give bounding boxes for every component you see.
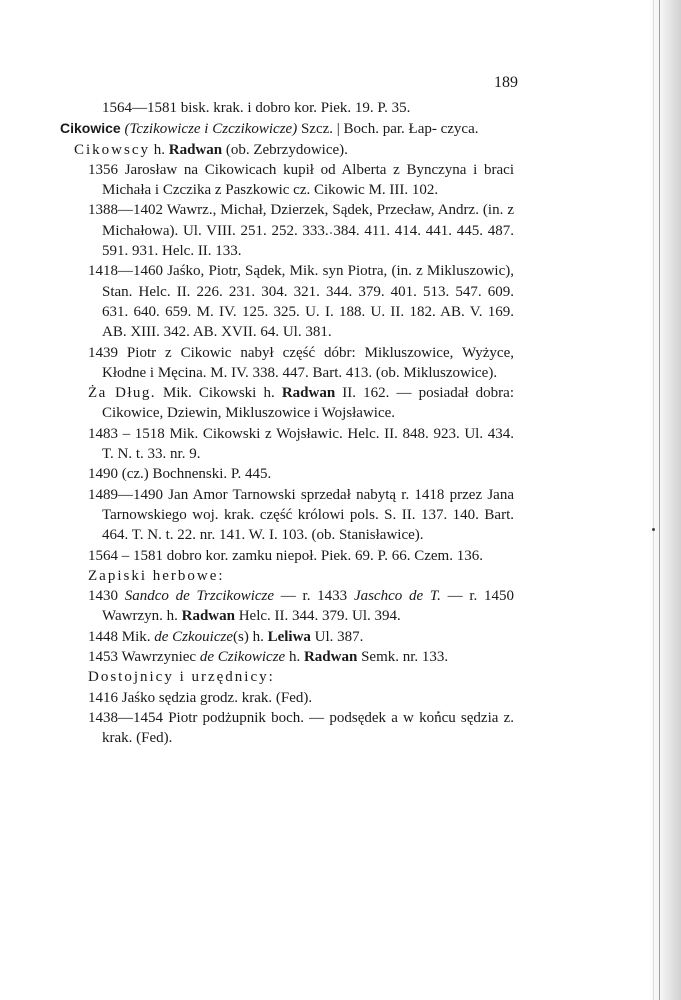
entry-cikowice <box>60 118 514 139</box>
entry-cikowscy <box>60 140 514 160</box>
bold-text: Radwan <box>181 608 235 625</box>
entry-line: 1564—1581 bisk. krak. i dobro kor. Piek. 19. P. 35. <box>102 100 411 116</box>
entry-zadlug <box>60 383 514 424</box>
page-number: 189 <box>494 74 518 91</box>
document-body <box>60 98 514 749</box>
italic-text: de Czkouicze <box>154 628 233 645</box>
entry-1418: 1418—1460 Jaśko, Piotr, Sądek, Mik. syn Piotra, (in. z Mikluszowic), Stan. Helc. II. 226. 231. 304. 321. 344. 379. 401. 513. 547. 609. 631. 640. 659. M. IV. 125. 325. U. I. 188. U. II. 182. AB. V. 169. AB. XIII. 342. AB. XVII. 64. Ul. 381. <box>88 263 514 341</box>
bold-text: Radwan <box>168 141 223 158</box>
section-heading: Dostojnicy i urzędnicy: <box>88 669 275 686</box>
bold-text: Radwan <box>281 385 336 402</box>
entry-1490: 1490 (cz.) Bochnenski. P. 445. <box>88 466 272 483</box>
section-zapiski-herbowe <box>60 566 514 586</box>
entry-text: Helc. II. 344. 379. Ul. 394. <box>234 608 401 625</box>
entry-1356: 1356 Jarosław na Cikowicach kupił od Alberta z Bynczyna i braci Michała i Czczika z Paszkowic cz. Cikowic M. III. 102. <box>88 161 514 199</box>
head-word: Cikowice <box>60 120 121 137</box>
italic-text: de Czikowicze <box>199 649 286 666</box>
entry-1438: 1438—1454 Piotr podżupnik boch. — podsędek a w końcu sędzia z. krak. (Fed). <box>88 709 514 747</box>
entry-text: Mik. Cikowski h. <box>155 385 282 402</box>
bold-text: Leliwa <box>267 628 311 645</box>
italic-text: Sandco de Trzcikowicze <box>124 588 275 605</box>
entry-text: Szcz. | Boch. par. Łap- <box>297 121 437 138</box>
entry-text: 1453 Wawrzyniec <box>88 649 200 666</box>
italic-text: Jaschco de T. <box>353 588 441 605</box>
entry-text: II. 162. — posiadał dobra: Cikowice, Dziewin, Mikluszowice i Wojsławice. <box>102 385 514 422</box>
entry-1453 <box>60 647 514 667</box>
section-heading: Zapiski herbowe: <box>88 567 225 584</box>
bold-text: Radwan <box>303 649 358 666</box>
entry-text: — r. 1433 <box>274 588 354 605</box>
italic-text: (Tczikowicze i Czczikowicze) <box>124 121 298 138</box>
entry-text: Ul. 387. <box>310 628 364 645</box>
entry-text: czyca. <box>440 121 479 138</box>
entry-1564: 1564 – 1581 dobro kor. zamku niepoł. Piek. 69. P. 66. Czem. 136. <box>88 547 483 564</box>
entry-text: h. <box>150 141 169 158</box>
entry-text: 1430 <box>88 588 125 605</box>
entry-text: Semk. nr. 133. <box>357 649 449 666</box>
page-edge-line <box>659 0 660 1000</box>
entry-1430 <box>60 586 514 627</box>
spaced-heading: Cikowscy <box>74 141 150 158</box>
entry-text: 1448 Mik. <box>88 628 155 645</box>
entry-text: — r. 1450 Wawrzyn. h. <box>102 588 515 625</box>
section-dostojnicy <box>60 667 514 687</box>
scan-speck <box>652 528 655 531</box>
entry-1416: 1416 Jaśko sędzia grodz. krak. (Fed). <box>88 689 313 706</box>
entry-1483: 1483 – 1518 Mik. Cikowski z Wojsławic. Helc. II. 848. 923. Ul. 434. T. N. t. 33. nr. 9. <box>88 425 514 463</box>
entry-1448 <box>60 627 514 647</box>
entry-text: (ob. Zebrzydowice). <box>222 141 348 158</box>
entry-1439: 1439 Piotr z Cikowic nabył część dóbr: Mikluszowice, Wyżyce, Kłodne i Męcina. M. IV. 338. 447. Bart. 413. (ob. Mikluszowice). <box>88 344 514 381</box>
spaced-heading: Ża Dług. <box>88 385 156 402</box>
entry-text: (s) h. <box>233 628 268 645</box>
page-edge-line-inner <box>653 0 654 1000</box>
entry-1489: 1489—1490 Jan Amor Tarnowski sprzedał nabytą r. 1418 przez Jana Tarnowskiego woj. krak. część królowi pols. S. II. 137. 140. Bart. 464. T. N. t. 22. nr. 141. W. I. 103. (ob. Stanisławice). <box>88 486 514 544</box>
entry-1388: 1388—1402 Wawrz., Michał, Dzierzek, Sądek, Przecław, Andrz. (in. z Michałowa). Ul. VIII. 251. 252. 333. 384. 411. 414. 441. 445. 487. 591. 931. Helc. II. 133. <box>88 202 514 260</box>
entry-text: h. <box>285 649 304 666</box>
